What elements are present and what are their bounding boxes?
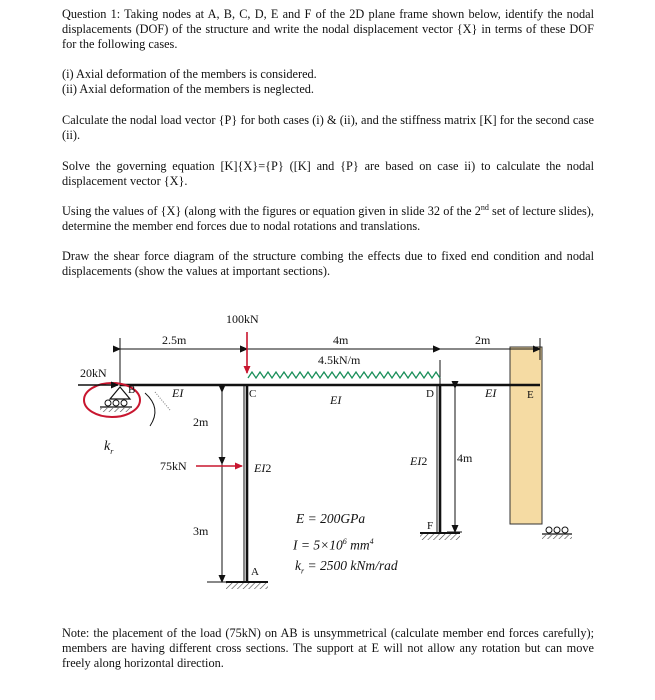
- node-c: C: [249, 388, 257, 400]
- dim-4m-top: 4m: [333, 333, 349, 347]
- spring-kr: $k_r$: [104, 439, 114, 456]
- prop-i: $I = 5\times 10^6$ $mm^4$: [293, 537, 374, 553]
- node-e: E: [527, 389, 534, 401]
- label-ei2-df: EI2: [410, 454, 428, 468]
- prop-e: E = 200GPa: [296, 511, 366, 526]
- dim-2-5m: 2.5m: [162, 333, 187, 347]
- solve-instruction: Solve the governing equation [K]{X}={P} ([K] and {P} are based on case ii) to calculate the nodal displacement vector {X}.: [62, 159, 594, 188]
- draw-instruction: Draw the shear force diagram of the structure combing the effects due to fixed end condition and nodal displacements (show the values at important sections).: [62, 249, 594, 278]
- case-ii: (ii) Axial deformation of the members is neglected.: [62, 82, 315, 96]
- support-b: [84, 383, 170, 426]
- udl-zigzag: [248, 372, 440, 378]
- label-ei-bc: EI: [172, 386, 184, 400]
- node-f: F: [427, 520, 434, 532]
- using-text-a: Using the values of {X} (along with the figures or equation given in slide 32 of the 2: [62, 204, 481, 218]
- case-i: (i) Axial deformation of the members is considered.: [62, 67, 317, 81]
- using-text-b: set of lecture slides), determine the member end forces due to nodal rotations and translations.: [62, 204, 594, 233]
- label-ei2-ca: EI2: [254, 461, 272, 475]
- wall-e: [510, 347, 542, 524]
- roller-support-e: [542, 527, 572, 539]
- dim-2m-top: 2m: [475, 333, 491, 347]
- dim-2m-left: 2m: [193, 415, 209, 429]
- fixed-support-f: [420, 533, 460, 540]
- label-ei-de: EI: [485, 386, 497, 400]
- node-b: B: [128, 384, 136, 396]
- note: Note: the placement of the load (75kN) on AB is unsymmetrical (calculate member end forces carefully); members are having different cross sections. The support at E will not allow any rotation but can move freely along horizontal direction.: [62, 626, 594, 670]
- dim-4m-right: 4m: [457, 451, 473, 465]
- prop-k: $k_r = 2500$ kNm/rad: [295, 558, 398, 576]
- label-udl: 4.5kN/m: [318, 353, 361, 367]
- using-sup: nd: [480, 202, 489, 212]
- label-75kn: 75kN: [160, 459, 187, 473]
- node-a: A: [251, 566, 259, 578]
- dim-3m-left: 3m: [193, 524, 209, 538]
- calc-instruction: Calculate the nodal load vector {P} for both cases (i) & (ii), and the stiffness matrix [K] for the second case (ii).: [62, 113, 594, 142]
- fixed-support-a: [226, 582, 268, 589]
- label-100kn: 100kN: [226, 312, 259, 326]
- label-20kn: 20kN: [80, 366, 107, 380]
- question-intro: Question 1: Taking nodes at A, B, C, D, E and F of the 2D plane frame shown below, identify the nodal displacements (DOF) of the structure and write the nodal displacement vector {X} in terms of these DOF for the following cases.: [62, 7, 594, 51]
- node-d: D: [426, 388, 434, 400]
- label-ei-cd: EI: [330, 393, 342, 407]
